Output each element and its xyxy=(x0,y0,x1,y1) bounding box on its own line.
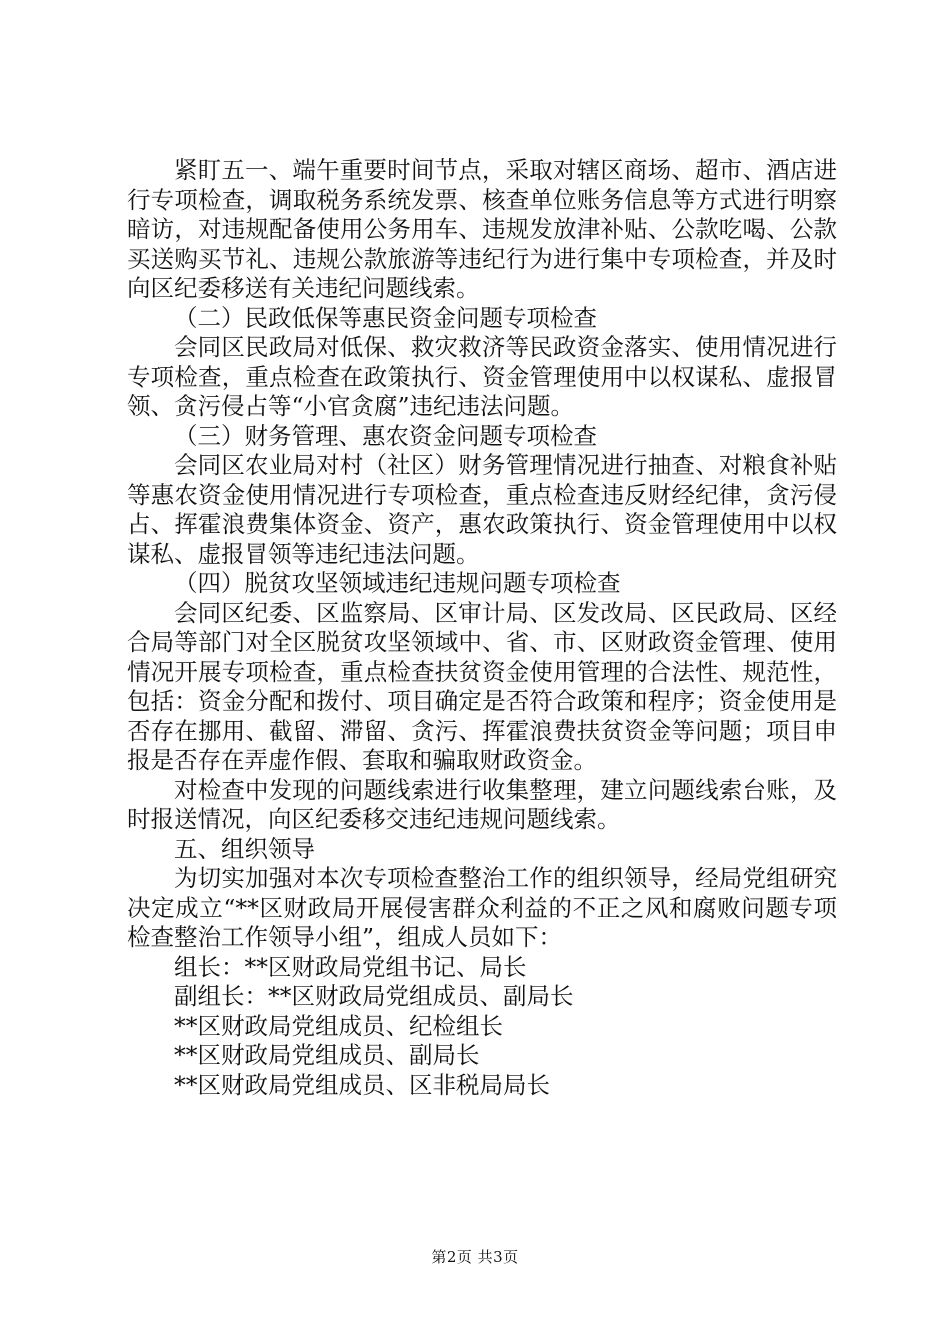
heading-organization-leadership: 五、组织领导 xyxy=(174,834,315,863)
document-body xyxy=(127,156,837,1100)
paragraph-civil-affairs: 会同区民政局对低保、救灾救济等民政资金落实、使用情况进行专项检查，重点检查在政策执行、资金管理使用中以权谋私、虚报冒领、贪污侵占等“小官贪腐”违纪违法问题。 xyxy=(127,333,837,420)
member-leader: 组长：**区财政局党组书记、局长 xyxy=(174,952,527,981)
member-deputy-director: **区财政局党组成员、副局长 xyxy=(174,1041,480,1069)
paragraph-clue-handling: 对检查中发现的问题线索进行收集整理，建立问题线索台账，及时报送情况，向区纪委移交违纪违规问题线索。 xyxy=(127,775,837,833)
heading-finance-agriculture-inspection: （三）财务管理、惠农资金问题专项检查 xyxy=(174,421,597,450)
heading-civil-affairs-inspection: （二）民政低保等惠民资金问题专项检查 xyxy=(174,303,597,332)
member-deputy-leader: 副组长：**区财政局党组成员、副局长 xyxy=(174,982,574,1010)
paragraph-inspection-methods: 紧盯五一、端午重要时间节点，采取对辖区商场、超市、酒店进行专项检查，调取税务系统发票、核查单位账务信息等方式进行明察暗访，对违规配备使用公务用车、违规发放津补贴、公款吃喝、公款买送购买节礼、违规公款旅游等违纪行为进行集中专项检查，并及时向区纪委移送有关违纪问题线索。 xyxy=(127,156,837,302)
paragraph-finance-agriculture: 会同区农业局对村（社区）财务管理情况进行抽查、对粮食补贴等惠农资金使用情况进行专项检查，重点检查违反财经纪律，贪污侵占、挥霍浪费集体资金、资产，惠农政策执行、资金管理使用中以权谋私、虚报冒领等违纪违法问题。 xyxy=(127,451,837,568)
member-discipline-leader: **区财政局党组成员、纪检组长 xyxy=(174,1011,503,1040)
page-number: 第2页 共3页 xyxy=(431,1248,519,1266)
member-nontax-director: **区财政局党组成员、区非税局局长 xyxy=(174,1070,550,1099)
paragraph-leading-group: 为切实加强对本次专项检查整治工作的组织领导，经局党组研究决定成立“**区财政局开展侵害群众利益的不正之风和腐败问题专项检查整治工作领导小组”，组成人员如下： xyxy=(127,864,837,951)
heading-poverty-alleviation-inspection: （四）脱贫攻坚领域违纪违规问题专项检查 xyxy=(174,569,621,597)
paragraph-poverty-alleviation: 会同区纪委、区监察局、区审计局、区发改局、区民政局、区经合局等部门对全区脱贫攻坚领域中、省、市、区财政资金管理、使用情况开展专项检查，重点检查扶贫资金使用管理的合法性、规范性，包括：资金分配和拨付、项目确定是否符合政策和程序；资金使用是否存在挪用、截留、滞留、贪污、挥霍浪费扶贫资金等问题；项目申报是否存在弄虚作假、套取和骗取财政资金。 xyxy=(127,598,837,774)
